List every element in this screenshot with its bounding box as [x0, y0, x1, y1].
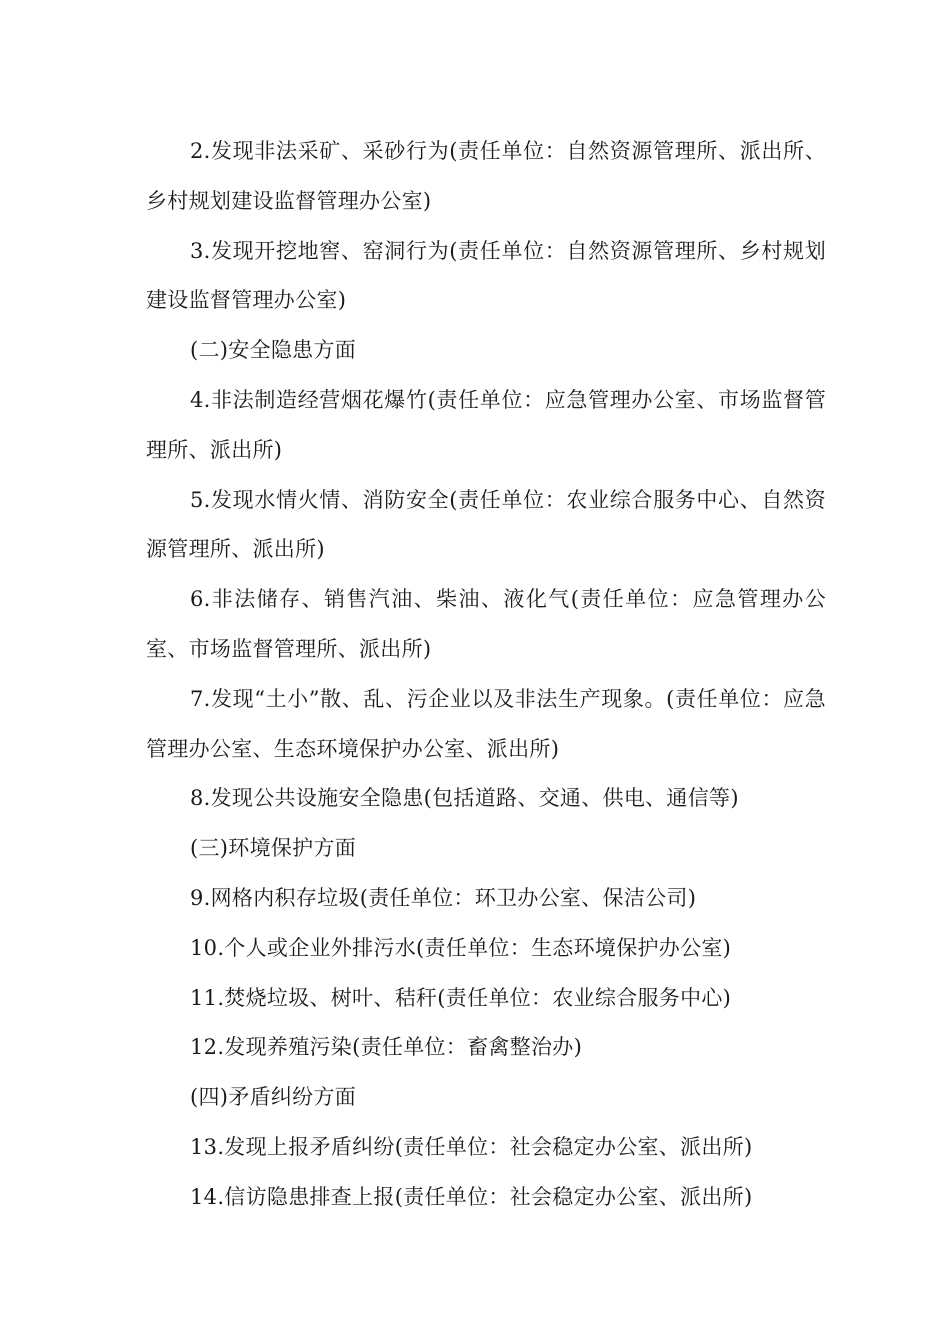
- paragraph-item-7: 7.发现“土小”散、乱、污企业以及非法生产现象。(责任单位：应急管理办公室、生态环境保护办公室、派出所): [146, 686, 826, 761]
- document-body: [146, 127, 826, 1223]
- paragraph-item-12: 12.发现养殖污染(责任单位：畜禽整治办): [190, 1035, 583, 1060]
- section-heading-environment: (三)环境保护方面: [190, 836, 357, 861]
- paragraph-item-9: 9.网格内积存垃圾(责任单位：环卫办公室、保洁公司): [190, 885, 697, 910]
- paragraph-item-8: 8.发现公共设施安全隐患(包括道路、交通、供电、通信等): [190, 786, 739, 811]
- section-heading-safety: (二)安全隐患方面: [190, 338, 357, 363]
- paragraph-item-10: 10.个人或企业外排污水(责任单位：生态环境保护办公室): [190, 935, 732, 960]
- paragraph-item-11: 11.焚烧垃圾、树叶、秸秆(责任单位：农业综合服务中心): [190, 985, 732, 1010]
- paragraph-item-6: 6.非法储存、销售汽油、柴油、液化气(责任单位：应急管理办公室、市场监督管理所、派出所): [146, 587, 826, 661]
- paragraph-item-4: 4.非法制造经营烟花爆竹(责任单位：应急管理办公室、市场监督管理所、派出所): [146, 387, 826, 462]
- paragraph-item-3: 3.发现开挖地窖、窑洞行为(责任单位：自然资源管理所、乡村规划建设监督管理办公室): [146, 238, 826, 313]
- paragraph-item-5: 5.发现水情火情、消防安全(责任单位：农业综合服务中心、自然资源管理所、派出所): [146, 487, 826, 562]
- paragraph-item-14: 14.信访隐患排查上报(责任单位：社会稳定办公室、派出所): [190, 1184, 753, 1209]
- section-heading-disputes: (四)矛盾纠纷方面: [190, 1085, 357, 1110]
- paragraph-item-2: 2.发现非法采矿、采砂行为(责任单位：自然资源管理所、派出所、乡村规划建设监督管理办公室): [146, 139, 826, 213]
- paragraph-item-13: 13.发现上报矛盾纠纷(责任单位：社会稳定办公室、派出所): [190, 1134, 753, 1159]
